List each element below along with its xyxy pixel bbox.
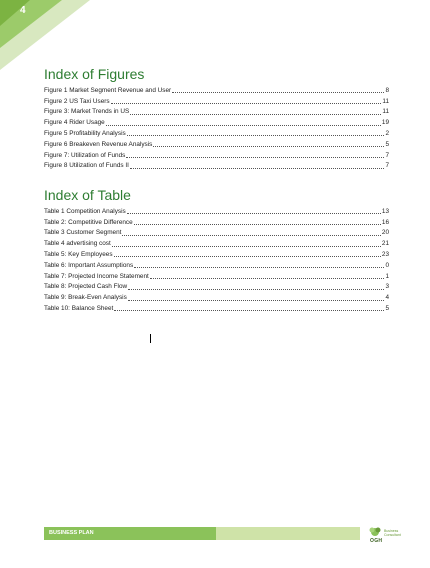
dot-leader	[150, 278, 385, 279]
entry-label: Table 2: Competitive Difference	[44, 218, 133, 226]
entry-label: Table 9: Break-Even Analysis	[44, 294, 127, 302]
entry-page-number: 5	[385, 304, 389, 312]
figures-heading: Index of Figures	[44, 66, 145, 82]
entry-page-number: 4	[385, 294, 389, 302]
entry-page-number: 2	[385, 129, 389, 137]
page-number: 4	[20, 5, 26, 16]
table-entry[interactable]	[44, 249, 389, 260]
table-entry[interactable]	[44, 260, 389, 271]
dot-leader	[128, 300, 385, 301]
company-logo	[368, 526, 416, 550]
dot-leader	[127, 213, 381, 214]
entry-page-number: 21	[381, 240, 389, 248]
text-cursor	[150, 334, 151, 343]
entry-label: Figure 5 Profitability Analysis	[44, 129, 126, 137]
logo-subtext-line: Consultant	[384, 533, 401, 537]
dot-leader	[126, 157, 384, 158]
figures-list	[44, 85, 389, 171]
entry-page-number: 20	[381, 229, 389, 237]
dot-leader	[111, 103, 382, 104]
entry-label: Table 4 advertising cost	[44, 240, 111, 248]
figure-entry[interactable]	[44, 139, 389, 150]
dot-leader	[114, 310, 384, 311]
entry-label: Figure 4 Rider Usage	[44, 119, 105, 127]
entry-label: Table 10: Balance Sheet	[44, 304, 114, 312]
figure-entry[interactable]	[44, 150, 389, 161]
dot-leader	[122, 235, 380, 236]
figure-entry[interactable]	[44, 85, 389, 96]
entry-page-number: 3	[385, 283, 389, 291]
entry-page-number: 5	[385, 140, 389, 148]
dot-leader	[127, 135, 385, 136]
dot-leader	[112, 246, 381, 247]
entry-page-number: 1	[385, 272, 389, 280]
entry-label: Table 5: Key Employees	[44, 250, 113, 258]
tables-index	[44, 186, 389, 314]
logo-subtext	[384, 529, 401, 537]
dot-leader	[114, 256, 381, 257]
entry-page-number: 13	[381, 207, 389, 215]
table-entry[interactable]	[44, 292, 389, 303]
dot-leader	[153, 146, 384, 147]
footer-bar	[44, 527, 360, 540]
figure-entry[interactable]	[44, 117, 389, 128]
figure-entry[interactable]	[44, 128, 389, 139]
entry-label: Figure 1 Market Segment Revenue and User	[44, 86, 172, 94]
entry-label: Table 7: Projected Income Statement	[44, 272, 149, 280]
entry-page-number: 8	[385, 86, 389, 94]
figures-index	[44, 65, 389, 171]
entry-label: Figure 6 Breakeven Revenue Analysis	[44, 140, 153, 148]
table-entry[interactable]	[44, 238, 389, 249]
table-entry[interactable]	[44, 282, 389, 293]
entry-label: Table 6: Important Assumptions	[44, 261, 134, 269]
dot-leader	[172, 92, 384, 93]
table-entry[interactable]	[44, 206, 389, 217]
entry-page-number: 19	[381, 119, 389, 127]
footer-label: BUSINESS PLAN	[44, 527, 216, 540]
footer-stripe	[216, 527, 360, 540]
entry-label: Table 8: Projected Cash Flow	[44, 283, 128, 291]
entry-page-number: 7	[385, 151, 389, 159]
entry-label: Figure 2 US Taxi Users	[44, 97, 110, 105]
dot-leader	[130, 168, 385, 169]
tables-heading: Index of Table	[44, 187, 131, 203]
table-entry[interactable]	[44, 217, 389, 228]
entry-page-number: 7	[385, 162, 389, 170]
figure-entry[interactable]	[44, 161, 389, 172]
entry-page-number: 0	[385, 261, 389, 269]
logo-subtext-line: Business	[384, 529, 399, 533]
entry-label: Table 3 Customer Segment	[44, 229, 122, 237]
tables-list	[44, 206, 389, 314]
table-entry[interactable]	[44, 228, 389, 239]
entry-page-number: 11	[382, 97, 389, 105]
figure-entry[interactable]	[44, 96, 389, 107]
dot-leader	[128, 289, 384, 290]
entry-page-number: 16	[381, 218, 389, 226]
dot-leader	[134, 267, 384, 268]
entry-label: Figure 8 Utilization of Funds II	[44, 162, 129, 170]
figure-entry[interactable]	[44, 107, 389, 118]
entry-page-number: 11	[382, 108, 389, 116]
entry-label: Figure 7: Utilization of Funds	[44, 151, 126, 159]
entry-page-number: 23	[381, 250, 389, 258]
dot-leader	[134, 224, 381, 225]
dot-leader	[130, 114, 381, 115]
table-entry[interactable]	[44, 271, 389, 282]
corner-decoration	[0, 0, 90, 70]
table-entry[interactable]	[44, 303, 389, 314]
entry-label: Figure 3: Market Trends in US	[44, 108, 130, 116]
entry-label: Table 1 Competition Analysis	[44, 207, 126, 215]
dot-leader	[106, 125, 381, 126]
logo-text: OGH	[370, 538, 383, 544]
